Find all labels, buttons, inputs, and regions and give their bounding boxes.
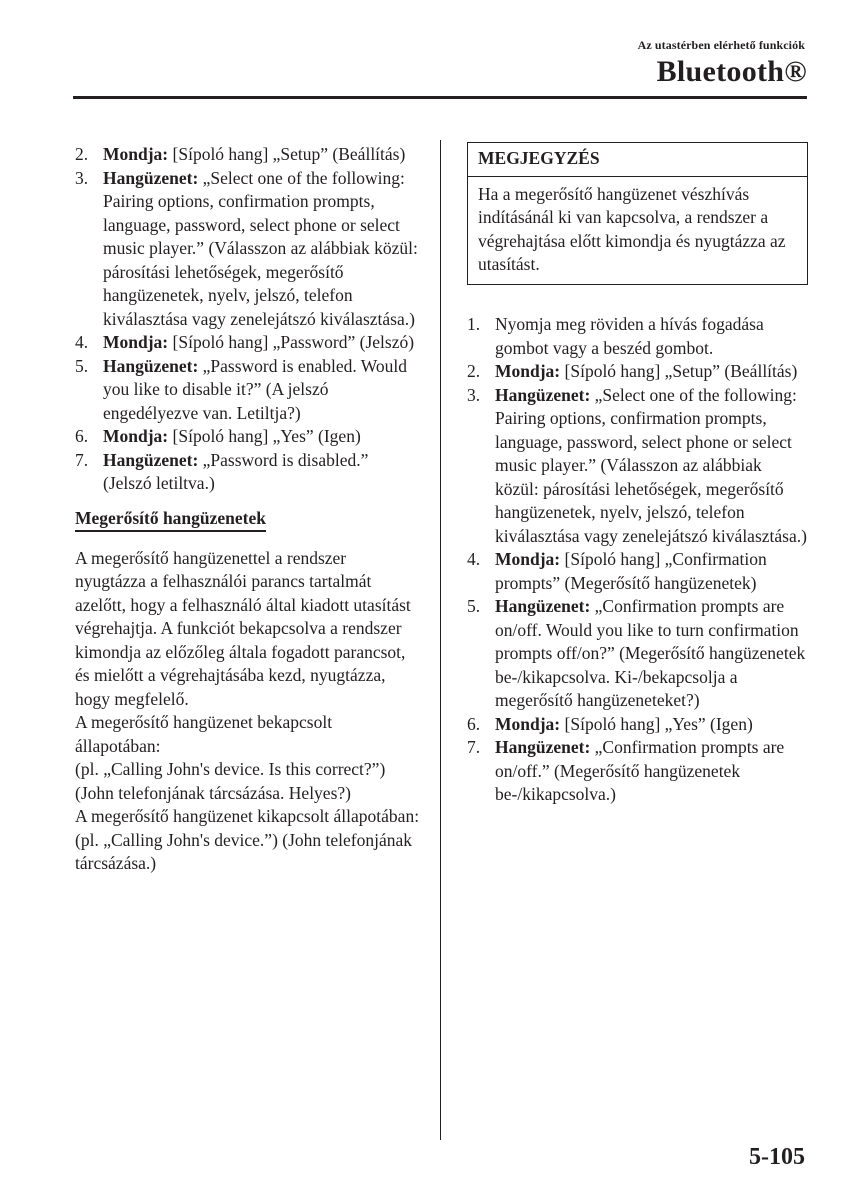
step-text: „Select one of the following: Pairing options, confirmation prompts, language, password, select phone or select music player.” (Válasszon az alábbiak közül: párosítási lehetőségek, megerősítő hangüzenetek, nyelv, jelszó, telefon kiválasztása vagy zenelejátszó kiválasztása.) [103, 167, 418, 329]
left-column [75, 143, 420, 876]
step-number: 2. [75, 144, 89, 164]
off-state-example: (pl. „Calling John's device.”) (John telefonjának tárcsázása.) [75, 829, 413, 873]
step-item [75, 425, 420, 449]
step-keyword: Hangüzenet: [103, 167, 199, 188]
step-text: [Sípoló hang] „Confirmation prompts” (Megerősítő hangüzenetek) [495, 549, 767, 593]
step-keyword: Hangüzenet: [495, 384, 591, 405]
step-item [467, 595, 807, 713]
step-text: [Sípoló hang] „Yes” (Igen) [168, 426, 361, 446]
step-keyword: Mondja: [103, 426, 169, 446]
step-keyword: Hangüzenet: [495, 737, 591, 757]
note-box [467, 142, 808, 285]
step-item [75, 355, 420, 426]
right-column [467, 313, 807, 807]
section-heading: Az utastérben elérhető funkciók [637, 38, 805, 52]
step-keyword: Hangüzenet: [103, 449, 199, 470]
step-number: 7. [75, 449, 89, 470]
column-divider [440, 140, 441, 1140]
off-state-label: A megerősítő hangüzenet kikapcsolt állapotában: [75, 806, 420, 826]
step-item [467, 313, 807, 360]
step-number: 5. [467, 596, 481, 616]
step-keyword: Mondja: [495, 713, 561, 734]
step-keyword: Hangüzenet: [495, 596, 591, 616]
on-state-label: A megerősítő hangüzenet bekapcsolt állapotában: [75, 712, 333, 756]
step-text: „Password is enabled. Would you like to disable it?” (A jelszó engedélyezve van. Letiltja?) [103, 355, 408, 423]
step-item [467, 384, 807, 549]
step-item [467, 548, 807, 595]
step-number: 4. [75, 332, 89, 352]
subheading: Megerősítő hangüzenetek [75, 507, 266, 532]
body-paragraph: A megerősítő hangüzenettel a rendszer nyugtázza a felhasználói parancs tartalmát azelőtt, hogy a felhasználó által kiadott utasítást végrehajtja. A funkciót bekapcsolva a rendszer kimondja az előzőleg általa fogadott parancsot, és mielőtt a végrehajtásába kezd, nyugtázza, hogy megfelelő. [75, 547, 411, 709]
step-item [75, 143, 420, 167]
page-number: 5-105 [749, 1144, 805, 1170]
step-number: 3. [467, 384, 481, 405]
step-number: 5. [75, 355, 89, 376]
step-item [75, 167, 420, 332]
page-title: Bluetooth® [656, 55, 807, 88]
step-item [467, 713, 807, 737]
note-title: MEGJEGYZÉS [468, 143, 807, 177]
step-number: 4. [467, 549, 481, 569]
step-keyword: Hangüzenet: [103, 355, 199, 376]
left-step-list [75, 143, 420, 496]
step-item [467, 360, 807, 384]
step-text: [Sípoló hang] „Setup” (Beállítás) [560, 361, 798, 381]
step-text: „Confirmation prompts are on/off.” (Megerősítő hangüzenetek be-/kikapcsolva.) [495, 737, 785, 804]
step-text: Nyomja meg röviden a hívás fogadása gombot vagy a beszéd gombot. [495, 314, 764, 358]
step-text: [Sípoló hang] „Yes” (Igen) [560, 713, 753, 734]
step-number: 1. [467, 314, 481, 334]
step-item [467, 736, 807, 807]
right-step-list [467, 313, 807, 807]
header-rule [73, 96, 807, 99]
step-number: 6. [467, 713, 481, 734]
step-number: 2. [467, 361, 481, 381]
step-text: [Sípoló hang] „Password” (Jelszó) [168, 332, 415, 352]
step-text: „Password is disabled.” (Jelszó letiltva.) [103, 449, 369, 493]
step-item [75, 331, 420, 355]
step-number: 6. [75, 426, 89, 446]
step-text: „Confirmation prompts are on/off. Would you like to turn confirmation prompts off/on?” (Megerősítő hangüzenetek be-/kikapcsolva. Ki-/bekapcsolja a megerősítő hangüzeneteket?) [495, 596, 806, 710]
step-item [75, 449, 420, 496]
step-keyword: Mondja: [495, 361, 561, 381]
on-state-example: (pl. „Calling John's device. Is this correct?”) (John telefonjának tárcsázása. Helyes?) [75, 759, 386, 803]
step-keyword: Mondja: [495, 549, 561, 569]
note-text: Ha a megerősítő hangüzenet vészhívás indításánál ki van kapcsolva, a rendszer a végrehajtása előtt kimondja és nyugtázza az utasítást. [478, 183, 786, 274]
step-text: „Select one of the following: Pairing options, confirmation prompts, language, password, select phone or select music player.” (Válasszon az alábbiak közül: párosítási lehetőségek, megerősítő hangüzenetek, nyelv, jelszó, telefon kiválasztása vagy zenelejátszó kiválasztása.) [495, 384, 807, 546]
step-number: 3. [75, 167, 89, 188]
step-text: [Sípoló hang] „Setup” (Beállítás) [168, 144, 406, 164]
step-keyword: Mondja: [103, 332, 169, 352]
step-number: 7. [467, 737, 481, 757]
step-keyword: Mondja: [103, 144, 169, 164]
